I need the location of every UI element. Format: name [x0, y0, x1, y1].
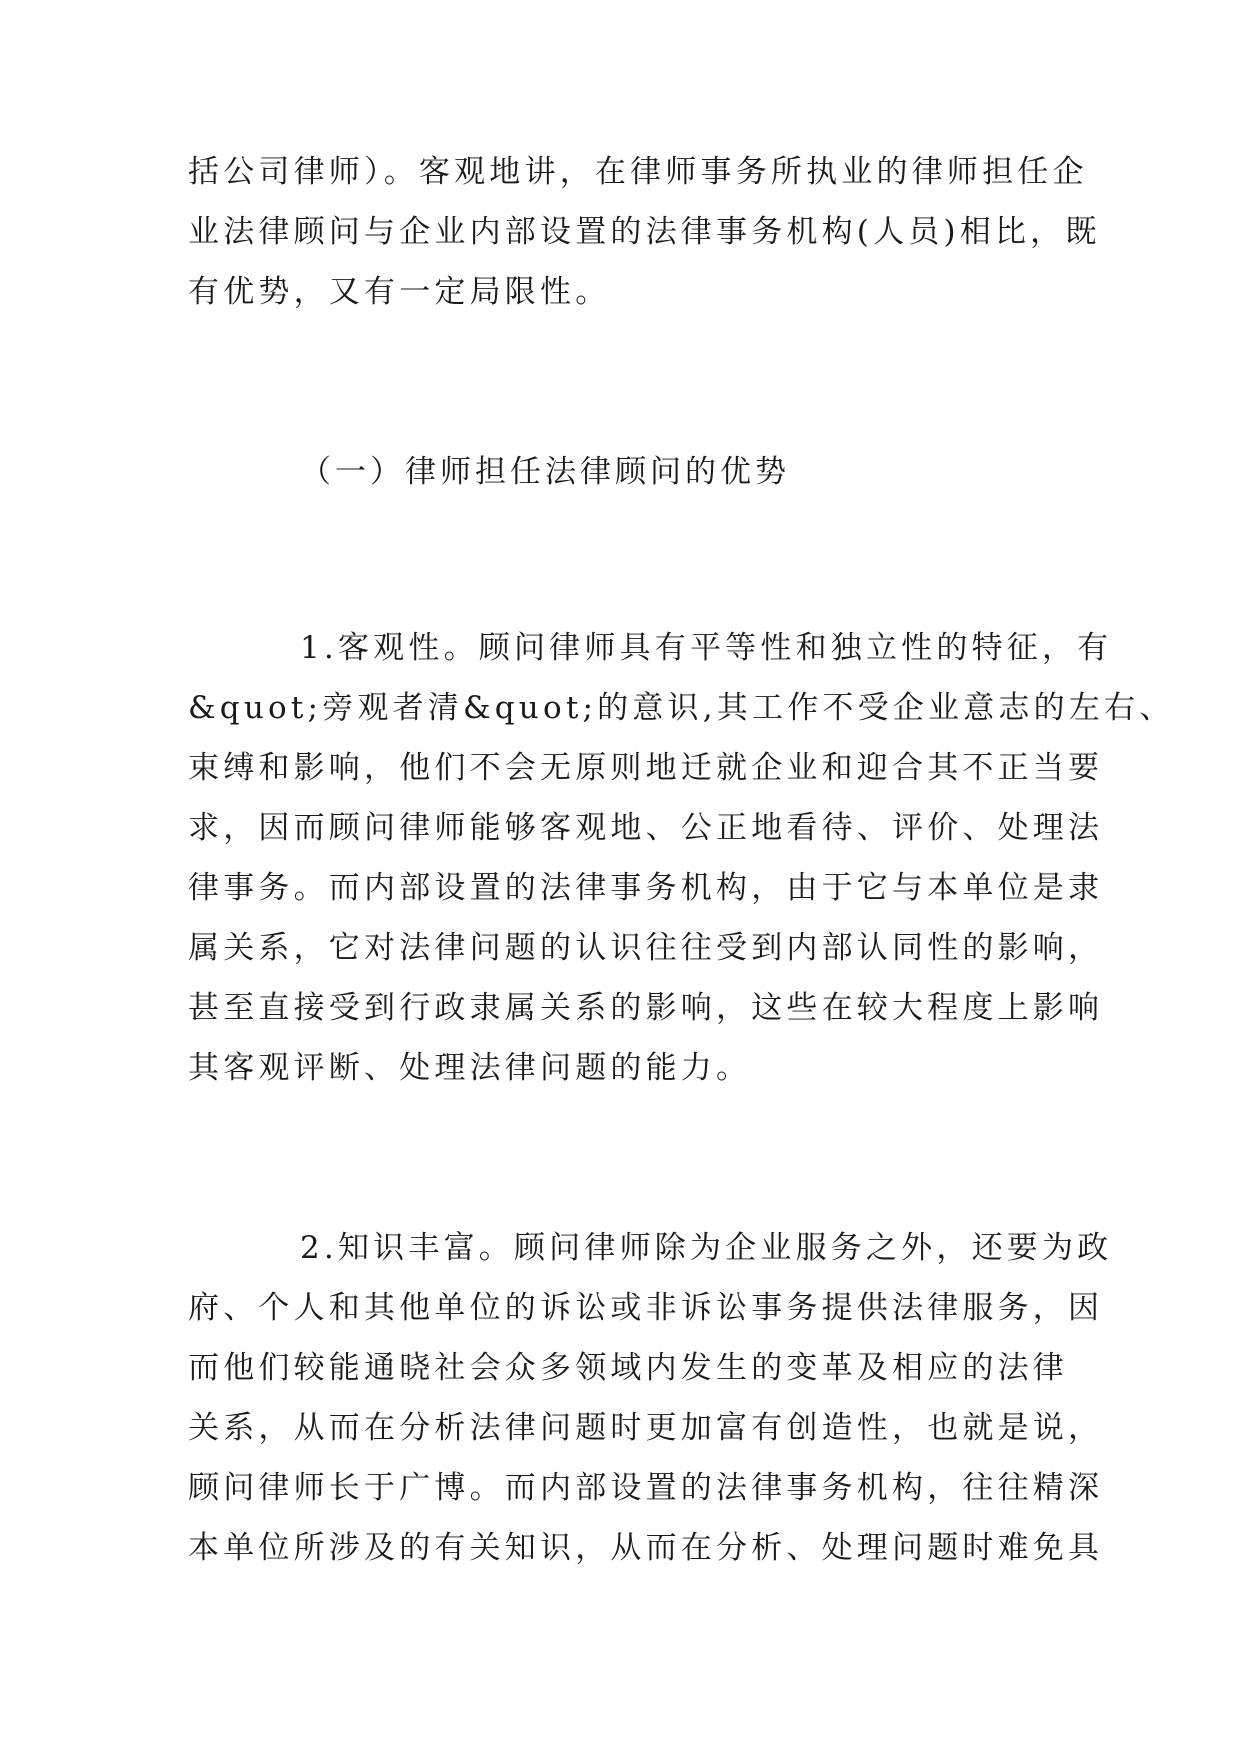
intro-line-1: 括公司律师）。客观地讲，在律师事务所执业的律师担任企 [188, 154, 1088, 190]
point1-line-8: 其客观评断、处理法律问题的能力。 [188, 1050, 752, 1086]
intro-line-2: 业法律顾问与企业内部设置的法律事务机构(人员)相比，既 [188, 214, 1101, 250]
section-heading: （一）律师担任法律顾问的优势 [300, 454, 790, 490]
point1-line-2: &quot;旁观者清&quot;的意识,其工作不受企业意志的左右、 [188, 690, 1175, 726]
point2-line-4: 关系，从而在分析法律问题时更加富有创造性，也就是说， [188, 1410, 1104, 1446]
point1-line-5: 律事务。而内部设置的法律事务机构，由于它与本单位是隶 [188, 870, 1104, 906]
point1-line-3: 束缚和影响，他们不会无原则地迁就企业和迎合其不正当要 [188, 750, 1104, 786]
point2-line-2: 府、个人和其他单位的诉讼或非诉讼事务提供法律服务，因 [188, 1290, 1104, 1326]
point1-line-6: 属关系，它对法律问题的认识往往受到内部认同性的影响， [188, 930, 1104, 966]
point1-line-1: 1.客观性。顾问律师具有平等性和独立性的特征，有 [300, 630, 1113, 666]
point1-line-4: 求，因而顾问律师能够客观地、公正地看待、评价、处理法 [188, 810, 1104, 846]
point2-line-3: 而他们较能通晓社会众多领域内发生的变革及相应的法律 [188, 1350, 1068, 1386]
point2-line-1: 2.知识丰富。顾问律师除为企业服务之外，还要为政 [300, 1230, 1113, 1266]
intro-line-3: 有优势，又有一定局限性。 [188, 274, 611, 310]
point2-line-6: 本单位所涉及的有关知识，从而在分析、处理问题时难免具 [188, 1530, 1104, 1566]
point1-line-7: 甚至直接受到行政隶属关系的影响，这些在较大程度上影响 [188, 990, 1104, 1026]
point2-line-5: 顾问律师长于广博。而内部设置的法律事务机构，往往精深 [188, 1470, 1104, 1506]
